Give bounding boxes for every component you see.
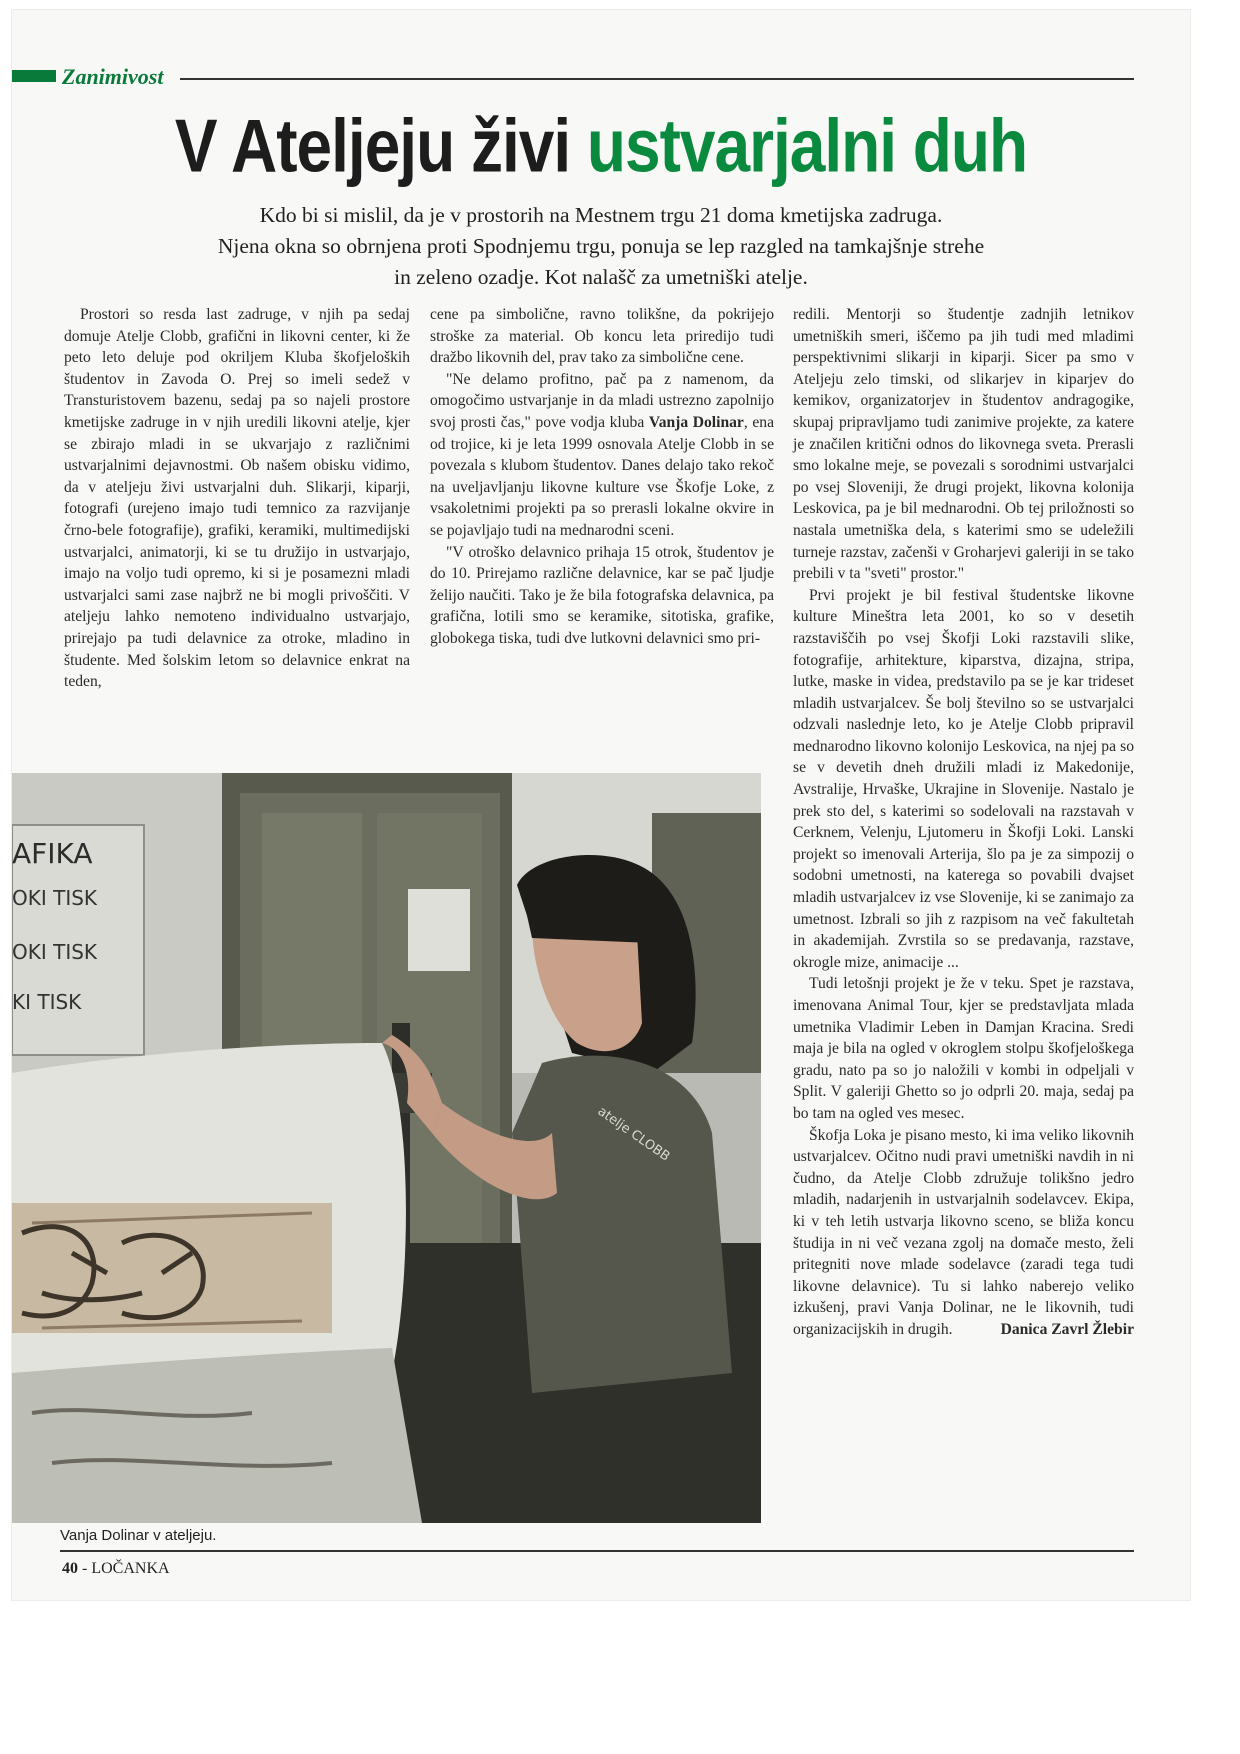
section-marker xyxy=(12,70,56,82)
headline-dark: V Ateljeju živi xyxy=(174,103,571,189)
magazine-page xyxy=(12,10,1190,1600)
lead-line: in zeleno ozadje. Kot nalašč za umetniški atelje. xyxy=(394,265,808,289)
photo-illustration xyxy=(12,773,761,1523)
folio-separator: - xyxy=(78,1560,92,1577)
wall-sign-line: OKI TISK xyxy=(12,940,98,964)
section-label: Zanimivost xyxy=(62,64,164,89)
body-paragraph xyxy=(430,369,774,542)
body-paragraph: Prostori so resda last zadruge, v njih pa sedaj domuje Atelje Clobb, grafični in likovni center, ki že peto leto deluje pod okriljem Kluba škofjeloških študentov in Zavoda O. Prej so imeli sedež v Transturistovem bazenu, sedaj pa so najeli prostore kmetijske zadruge in v njih uredili likovni atelje, kjer se zbirajo mladi in se ukvarjajo z različnimi ustvarjalnimi dejavnostmi. Ob našem obisku vidimo, da v ateljeju živi ustvarjalni duh. Slikarji, kiparji, fotografi (urejeno imajo tudi temnico za razvijanje črno-bele fotografije), grafiki, keramiki, multimedijski ustvarjalci, animatorji, ki se tu družijo in ustvarjajo, imajo na voljo tudi opremo, ki si je posamezni mladi ustvarjalci sami zase najbrž ne bi mogli privoščiti. V ateljeju lahko nemoteno individualno ustvarjajo, prirejajo pa tudi delavnice za otroke, mladino in študente. Med šolskim letom so delavnice enkrat na teden, xyxy=(64,306,410,691)
column-3 xyxy=(793,304,1134,1341)
quote-text: "Ne delamo profitno, pač pa z namenom, da omogočimo ustvarjanje in da mladi ustrezno zapolnijo svoj prosti čas," pove vodja kluba xyxy=(430,370,774,431)
page-number: 40 xyxy=(62,1560,78,1577)
person-name: Vanja Dolinar xyxy=(648,413,744,431)
wall-sign-line: KI TISK xyxy=(12,990,82,1014)
wall-sign-line: OKI TISK xyxy=(12,886,98,910)
lead-paragraph xyxy=(132,200,1070,293)
magazine-name: LOČANKA xyxy=(91,1560,170,1577)
body-paragraph: cene pa simbolične, ravno tolikšne, da pokrijejo stroške za material. Ob koncu leta priredijo tudi dražbo likovnih del, prav tako za simbolične cene. xyxy=(430,306,774,367)
wall-sign-title: AFIKA xyxy=(12,837,93,870)
shirt-logo: atelje CLOBB xyxy=(594,1103,673,1165)
body-paragraph xyxy=(793,1125,1134,1341)
section-header xyxy=(12,64,1134,88)
body-paragraph: Prvi projekt je bil festival študentske likovne kulture Mineštra leta 2001, ko so v desetih razstaviščih po vsej Škofji Loki razstavili slike, fotografije, arhitekture, kiparstva, dizajna, stripa, lutke, maske in videa, predstavilo pa se je kar trideset mladih ustvarjalcev. Še bolj številno so se ustvarjalci odzvali naslednje leto, ko je Atelje Clobb pripravil mednarodno likovno kolonijo Leskovica, na njej pa so se v devetih dneh družili mladi iz Makedonije, Avstralije, Hrvaške, Ukrajine in Slovenije. Nastalo je prek sto del, s katerimi so sodelovali na razstavah v Cerknem, Velenju, Ljutomeru in Škofji Loki. Lanski projekt so imenovali Arterija, šlo pa je za simpozij o sodobni umetnosti, na katerega so povabili dvajset mladih ustvarjalcev iz vse Slovenije, ki se zanimajo za umetnost. Izbrali so jih z razpisom na več fakultetah in akademijah. Zvrstila so se predavanja, razstave, okrogle mize, animacije ... xyxy=(793,586,1134,971)
headline xyxy=(12,102,1190,189)
quote-text: , ena od trojice, ki je leta 1999 osnovala Atelje Clobb in se povezala s klubom študentov. Danes delajo tako rekoč na uveljavljanju likovne kulture vse Škofje Loke, z vsakoletnimi projekti pa so prerasli lokalne okvire in se pojavljajo tudi na mednarodni sceni. xyxy=(430,413,774,539)
column-2 xyxy=(430,304,774,650)
page-folio xyxy=(62,1560,170,1578)
column-1 xyxy=(64,304,410,693)
footer-rule xyxy=(60,1550,1134,1552)
photo-caption: Vanja Dolinar v ateljeju. xyxy=(60,1527,217,1544)
section-rule xyxy=(180,78,1134,80)
lead-line: Kdo bi si mislil, da je v prostorih na Mestnem trgu 21 doma kmetijska zadruga. xyxy=(259,203,943,227)
article-photo xyxy=(12,773,761,1523)
body-paragraph: Tudi letošnji projekt je že v teku. Spet je razstava, imenovana Animal Tour, kjer se predstavljata mlada umetnika Vladimir Leben in Damjan Kracina. Sredi maja je bila na ogled v okroglem stolpu škofjeloškega gradu, nato pa so jo naložili v kombi in odpeljali v Split. V galeriji Ghetto so jo odprli 20. maja, sedaj pa bo tam na ogled ves mesec. xyxy=(793,975,1134,1122)
lead-line: Njena okna so obrnjena proti Spodnjemu trgu, ponuja se lep razgled na tamkajšnje strehe xyxy=(217,234,985,258)
headline-green: ustvarjalni duh xyxy=(586,103,1028,189)
paragraph-text: Škofja Loka je pisano mesto, ki ima veliko likovnih ustvarjalcev. Očitno nudi pravi umetniški navdih in ni čudno, da Atelje Clobb združuje tolikšno jedro mladih, nadarjenih in ustvarjalnih sodelavcev. Ekipa, ki v teh letih ustvarja likovno sceno, se bliža koncu študija in ni več vezana zgolj na domače mesto, želi pritegniti nove mlade sodelavce (zaradi tega tudi likovne delavnice). Tu si lahko naberejo veliko izkušenj, pravi Vanja Dolinar, ne le likovnih, tudi organizacijskih in drugih. xyxy=(793,1126,1134,1338)
author-byline: Danica Zavrl Žlebir xyxy=(1000,1320,1134,1338)
body-paragraph: redili. Mentorji so študentje zadnjih letnikov umetniških smeri, iščemo pa jih tudi med mladimi perspektivnimi slikarji in kiparji. Sicer pa smo v Ateljeju zelo timski, od slikarjev in kiparjev do kemikov, organizatorjev in študentov andragogike, skupaj pripravljamo tudi zanimive projekte, za katere je značilen kritični odnos do likovnega sveta. Prerasli smo lokalne meje, se povezali s sorodnimi ustvarjalci po vsej Sloveniji, že drugi projekt, likovna kolonija Leskovica, pa je bil mednarodni. Ob tej priložnosti so nastala umetniška dela, s katerimi smo se udeležili turneje razstav, začenši v Groharjevi galeriji in se tako prebili v ta "sveti" prostor." xyxy=(793,306,1134,583)
body-paragraph: "V otroško delavnico prihaja 15 otrok, študentov je do 10. Prirejamo različne delavnice, kar se pač ljudje želijo naučiti. Tako je že bila fotografska delavnica, pa grafična, lotili smo se keramike, sitotiska, grafike, globokega tiska, tudi dve lutkovni delavnici smo pri- xyxy=(430,543,774,647)
